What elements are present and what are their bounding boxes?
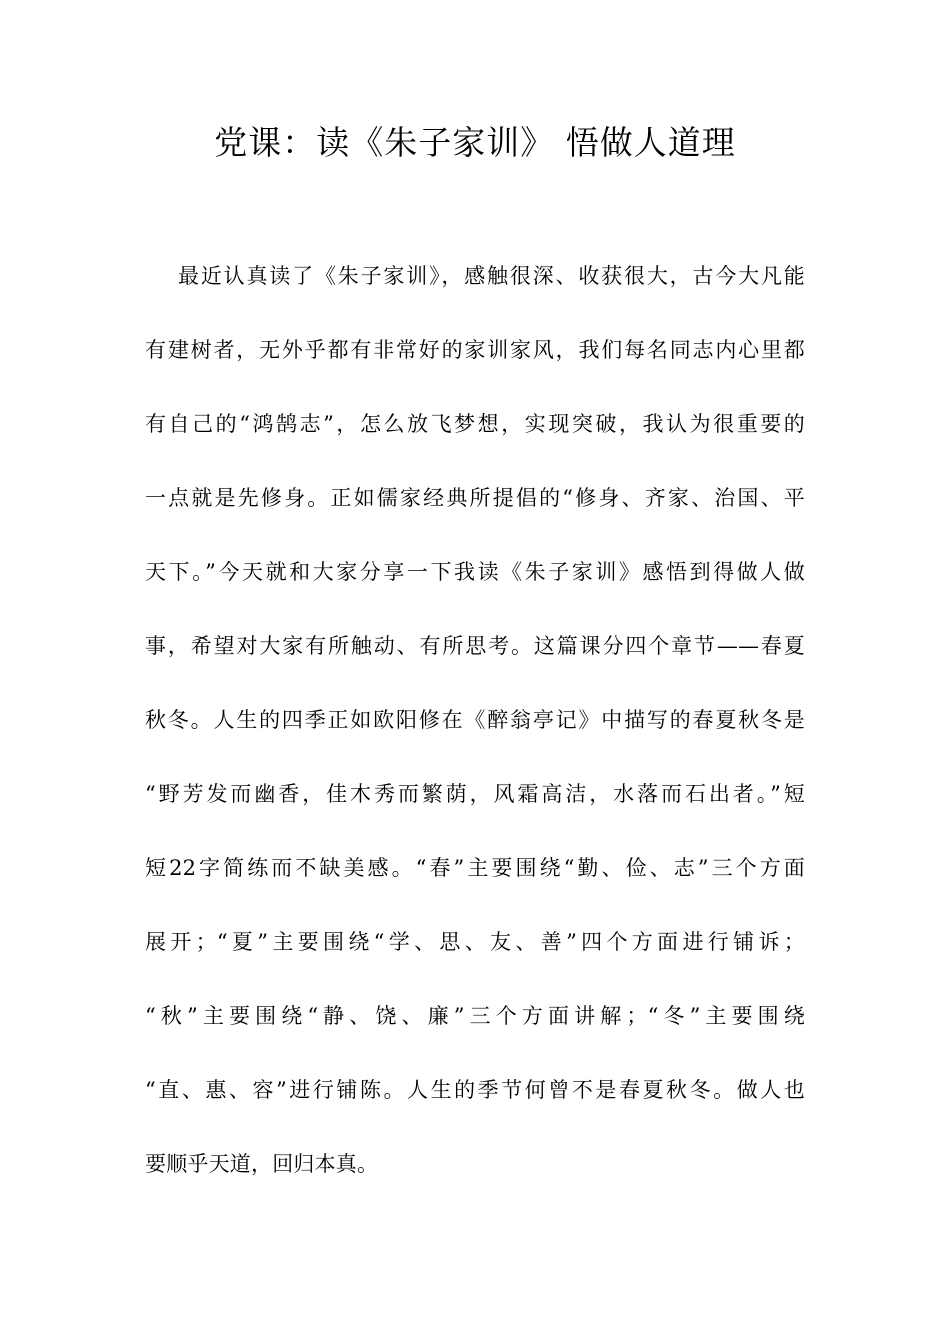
paragraph-line: “直、惠、容”进行铺陈。人生的季节何曾不是春夏秋冬。做人也: [145, 1078, 805, 1102]
paragraph-line: 秋冬。人生的四季正如欧阳修在《醉翁亭记》中描写的春夏秋冬是: [145, 708, 805, 732]
paragraph-line: 短22字简练而不缺美感。“春”主要围绕“勤、俭、志”三个方面: [145, 856, 805, 880]
document-title: 党课：读《朱子家训》 悟做人道理: [214, 123, 736, 162]
paragraph-line: “野芳发而幽香，佳木秀而繁荫，风霜高洁，水落而石出者。”短: [145, 782, 805, 806]
paragraph-line: 最近认真读了《朱子家训》，感触很深、收获很大，古今大凡能: [178, 264, 805, 288]
paragraph-line: 事，希望对大家有所触动、有所思考。这篇课分四个章节——春夏: [145, 634, 805, 658]
paragraph-line: “秋”主要围绕“静、饶、廉”三个方面讲解；“冬”主要围绕: [145, 1004, 805, 1028]
paragraph-line: 一点就是先修身。正如儒家经典所提倡的“修身、齐家、治国、平: [145, 486, 805, 510]
paragraph-line: 有建树者，无外乎都有非常好的家训家风，我们每名同志内心里都: [145, 338, 805, 362]
paragraph-line: 展开；“夏”主要围绕“学、思、友、善”四个方面进行铺诉；: [145, 930, 805, 954]
paragraph-line: 有自己的“鸿鹄志”，怎么放飞梦想，实现突破，我认为很重要的: [145, 412, 805, 436]
paragraph-line: 要顺乎天道，回归本真。: [145, 1152, 379, 1176]
paragraph-line: 天下。”今天就和大家分享一下我读《朱子家训》感悟到得做人做: [145, 560, 805, 584]
document-body: [145, 255, 805, 1217]
